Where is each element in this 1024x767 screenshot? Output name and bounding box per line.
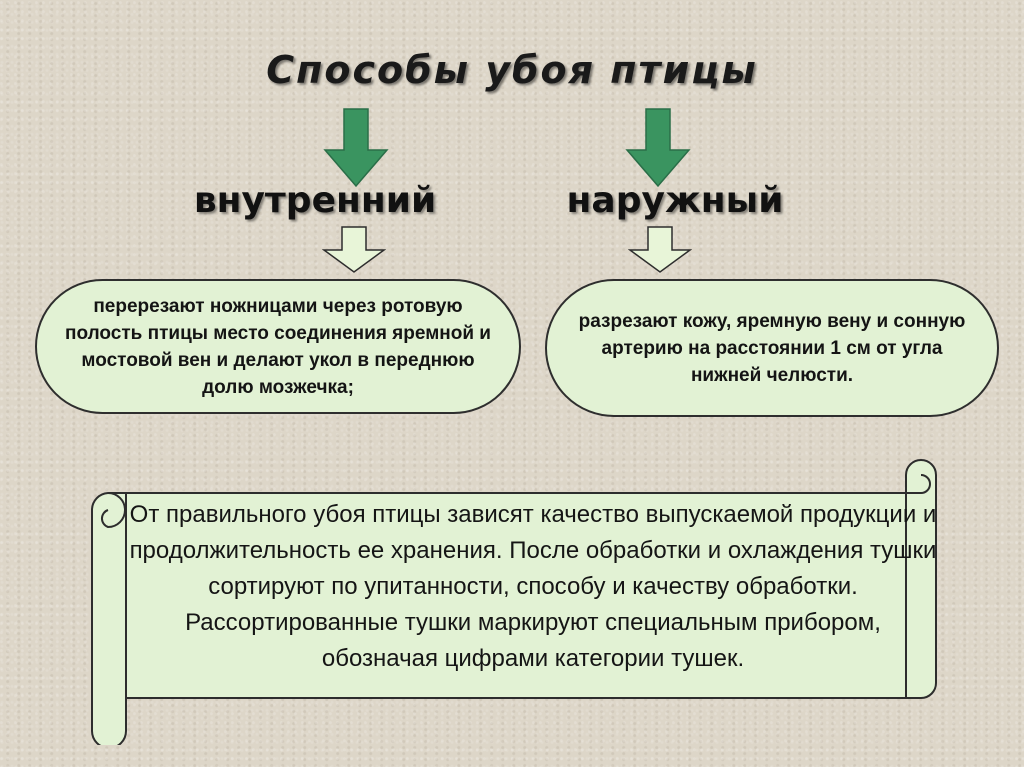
right-outline-arrow-icon — [628, 226, 692, 274]
left-outline-arrow-icon — [322, 226, 386, 274]
method-external-label: наружный — [566, 180, 784, 221]
internal-method-text: перерезают ножницами через ротовую полость птицы место соединения яремной и мостовой вен и делают укол в переднюю долю мозжечка; — [65, 295, 491, 398]
left-down-arrow-icon — [323, 108, 389, 188]
scroll-text: От правильного убоя птицы зависят качество выпускаемой продукции и продолжительность ее хранения. После обработки и охлаждения тушки сортируют по упитанности, способу и качеству обработки. Рассортированные тушки маркируют специальным прибором, обозначая цифрами категории тушек. — [129, 501, 937, 672]
slide-title: Способы убоя птицы — [266, 48, 758, 92]
internal-method-box — [35, 279, 521, 414]
external-method-text: разрезают кожу, яремную вену и сонную артерию на расстоянии 1 см от угла нижней челюсти. — [578, 310, 966, 386]
external-method-box — [545, 279, 999, 417]
method-internal-label: внутренний — [193, 180, 437, 221]
right-down-arrow-icon — [625, 108, 691, 188]
